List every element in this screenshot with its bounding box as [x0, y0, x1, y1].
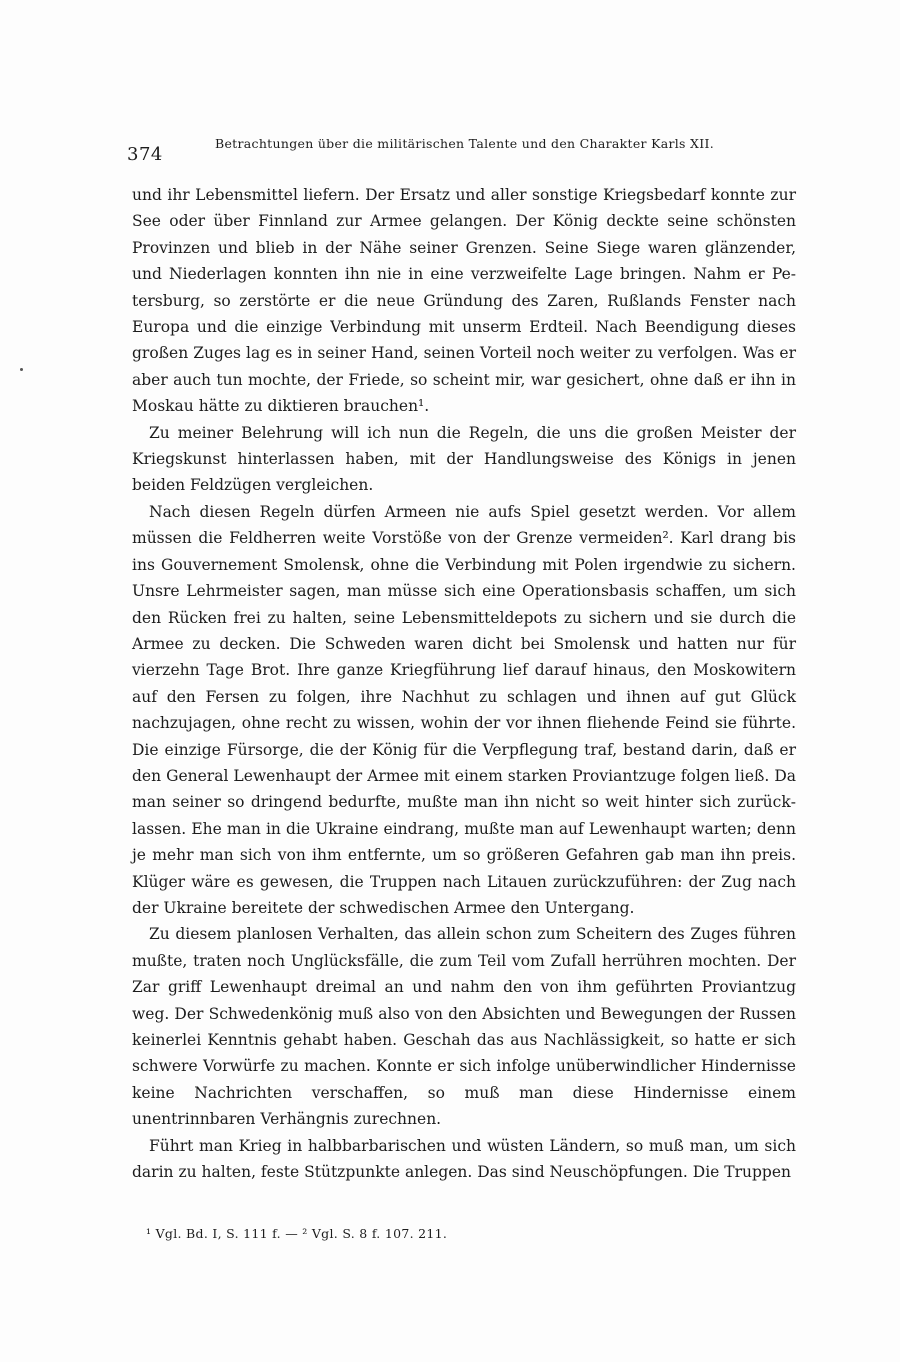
running-title: Betrachtungen über die militärischen Talente und den Charakter Karls XII.	[215, 136, 714, 151]
body-text	[132, 182, 796, 1185]
page-number: 374	[127, 144, 163, 165]
margin-mark	[20, 368, 23, 371]
paragraph: Zu meiner Belehrung will ich nun die Regeln, die uns die großen Meister der Kriegskunst hinterlassen haben, mit der Handlungsweise des Königs in jenen beiden Feldzügen vergleichen.	[132, 423, 796, 495]
paragraph: Führt man Krieg in halbbarbarischen und wüsten Ländern, so muß man, um sich darin zu halten, feste Stützpunkte anlegen. Das sind Neuschöpfungen. Die Truppen	[132, 1136, 796, 1182]
paragraph: Nach diesen Regeln dürfen Armeen nie aufs Spiel gesetzt werden. Vor allem müssen die Feldherren weite Vorstöße von der Grenze vermeiden². Karl drang bis ins Gouvernement Smolensk, ohne die Verbindung mit Polen irgendwie zu sichern. Unsre Lehrmeister sagen, man müsse sich eine Operationsbasis schaffen, um sich den Rücken frei zu halten, seine Lebensmitteldepots zu sichern und sie durch die Armee zu decken. Die Schweden waren dicht bei Smolensk und hatten nur für vierzehn Tage Brot. Ihre ganze Kriegführung lief darauf hinaus, den Moskowitern auf den Fersen zu folgen, ihre Nachhut zu schlagen und ihnen auf gut Glück nachzujagen, ohne recht zu wissen, wohin der vor ihnen fliehende Feind sie führte. Die einzige Fürsorge, die der König für die Verpflegung traf, bestand darin, daß er den General Lewenhaupt der Armee mit einem starken Proviantzuge folgen ließ. Da man seiner so dringend bedurfte, mußte man ihn nicht so weit hinter sich zurücklassen. Ehe man in die Ukraine eindrang, mußte man auf Lewenhaupt warten; denn je mehr man sich von ihm entfernte, um so größeren Gefahren gab man ihn preis. Klüger wäre es gewesen, die Truppen nach Litauen zurückzuführen: der Zug nach der Ukraine bereitete der schwedischen Armee den Untergang.	[132, 502, 796, 917]
paragraph: und ihr Lebensmittel liefern. Der Ersatz und aller sonstige Kriegsbedarf konnte zur See oder über Finnland zur Armee gelangen. Der König deckte seine schönsten Provinzen und blieb in der Nähe seiner Grenzen. Seine Siege waren glänzender, und Niederlagen konnten ihn nie in eine verzweifelte Lage bringen. Nahm er Petersburg, so zerstörte er die neue Gründung des Zaren, Rußlands Fenster nach Europa und die einzige Verbindung mit unserm Erdteil. Nach Beendigung dieses großen Zuges lag es in seiner Hand, seinen Vorteil noch weiter zu verfolgen. Was er aber auch tun mochte, der Friede, so scheint mir, war gesichert, ohne daß er ihn in Moskau hätte zu diktieren brauchen¹.	[132, 186, 796, 416]
paragraph: Zu diesem planlosen Verhalten, das allein schon zum Scheitern des Zuges führen mußte, traten noch Unglücksfälle, die zum Teil vom Zufall herrühren mochten. Der Zar griff Lewenhaupt dreimal an und nahm den von ihm geführten Proviantzug weg. Der Schwedenkönig muß also von den Absichten und Bewegungen der Russen keinerlei Kenntnis gehabt haben. Geschah das aus Nachlässigkeit, so hatte er sich schwere Vorwürfe zu machen. Konnte er sich infolge unüberwindlicher Hindernisse keine Nachrichten verschaffen, so muß man diese Hindernisse einem unentrinnbaren Verhängnis zurechnen.	[132, 925, 796, 1129]
footnotes: ¹ Vgl. Bd. I, S. 111 f. — ² Vgl. S. 8 f. 107. 211.	[146, 1226, 448, 1241]
